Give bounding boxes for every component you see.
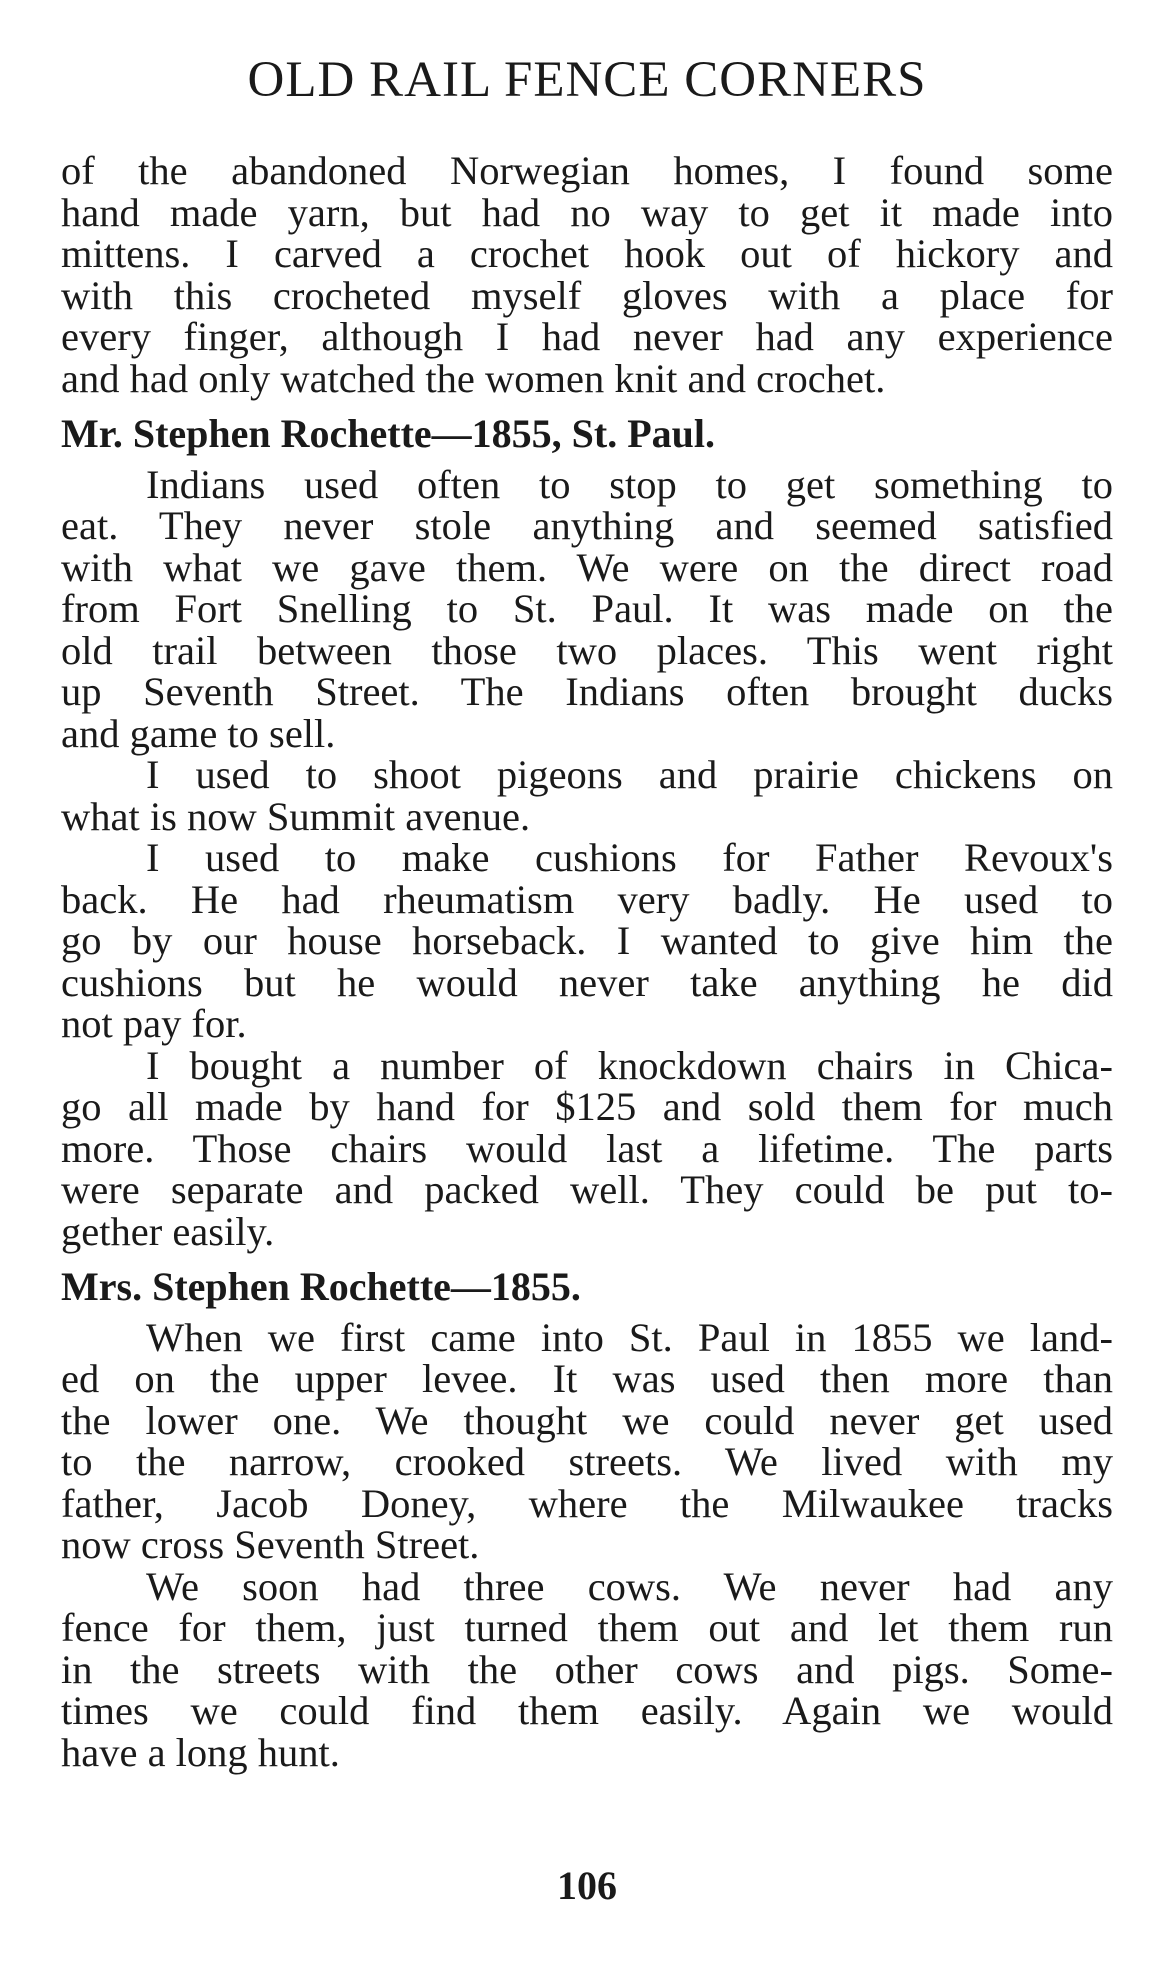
text-line: in the streets with the other cows and pigs. Some-	[61, 1646, 1113, 1692]
running-head: OLD RAIL FENCE CORNERS	[247, 52, 927, 108]
text-line: mittens. I carved a crochet hook out of hickory and	[61, 231, 1113, 276]
text-line: more. Those chairs would last a lifetime. The parts	[61, 1125, 1113, 1171]
paragraph	[61, 1563, 1113, 1775]
text-line: father, Jacob Doney, where the Milwaukee tracks	[61, 1480, 1113, 1526]
text-line: with this crocheted myself gloves with a place for	[61, 272, 1113, 318]
body-text	[61, 150, 1113, 1773]
text-line: now cross Seventh Street.	[61, 1522, 480, 1567]
section-heading: Mr. Stephen Rochette—1855, St. Paul.	[61, 411, 716, 456]
text-line: from Fort Snelling to St. Paul. It was made on the	[61, 586, 1113, 631]
paragraph	[61, 1314, 1113, 1567]
text-line: go all made by hand for $125 and sold them for much	[61, 1084, 1113, 1129]
text-line: times we could find them easily. Again we would	[61, 1688, 1113, 1733]
text-line: not pay for.	[61, 1001, 247, 1046]
text-line: what is now Summit avenue.	[61, 793, 531, 839]
text-line: cushions but he would never take anything he did	[61, 959, 1113, 1005]
text-line: ed on the upper levee. It was used then more than	[61, 1356, 1113, 1401]
paragraph	[61, 754, 1113, 837]
text-line: the lower one. We thought we could never get used	[61, 1397, 1113, 1443]
text-line: eat. They never stole anything and seemed satisfied	[61, 503, 1113, 548]
text-line: back. He had rheumatism very badly. He used to	[61, 876, 1113, 922]
text-line: old trail between those two places. This went right	[61, 627, 1113, 673]
paragraph	[61, 461, 1113, 756]
text-line: up Seventh Street. The Indians often brought ducks	[61, 669, 1113, 714]
text-line: have a long hunt.	[61, 1729, 340, 1775]
text-line: and had only watched the women knit and crochet.	[61, 355, 886, 401]
paragraph	[61, 837, 1113, 1045]
text-line: We soon had three cows. We never had any	[146, 1563, 1113, 1609]
text-line: and game to sell.	[61, 710, 336, 756]
text-line: fence for them, just turned them out and let them run	[61, 1605, 1113, 1650]
text-line: of the abandoned Norwegian homes, I found some	[61, 148, 1113, 193]
text-line: When we first came into St. Paul in 1855 we land-	[146, 1314, 1113, 1360]
text-line: I used to shoot pigeons and prairie chickens on	[146, 752, 1113, 797]
text-line: go by our house horseback. I wanted to give him the	[61, 918, 1113, 963]
text-line: every finger, although I had never had any experience	[61, 314, 1113, 359]
text-line: were separate and packed well. They could be put to-	[61, 1167, 1113, 1212]
paragraph	[61, 1042, 1113, 1254]
text-line: Indians used often to stop to get something to	[146, 461, 1113, 507]
text-line: to the narrow, crooked streets. We lived with my	[61, 1439, 1113, 1484]
page-number: 106	[557, 1863, 617, 1908]
section-heading: Mrs. Stephen Rochette—1855.	[61, 1264, 581, 1309]
text-line: hand made yarn, but had no way to get it made into	[61, 189, 1113, 235]
paragraph	[61, 150, 1113, 399]
text-line: I used to make cushions for Father Revoux's	[146, 835, 1113, 880]
text-line: with what we gave them. We were on the direct road	[61, 544, 1113, 590]
text-line: gether easily.	[61, 1208, 275, 1254]
text-line: I bought a number of knockdown chairs in Chica-	[146, 1042, 1113, 1088]
